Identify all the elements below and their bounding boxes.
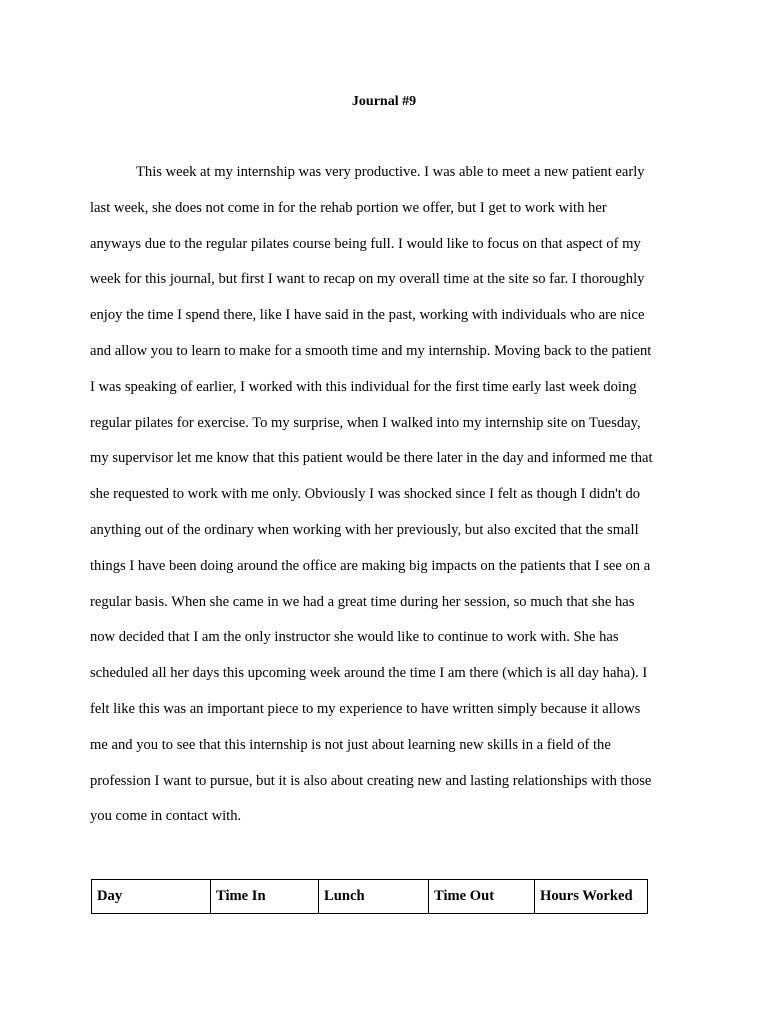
body-line: things I have been doing around the office are making big impacts on the patients that I see on a xyxy=(90,557,651,574)
page-title: Journal #9 xyxy=(351,94,417,109)
body-line: regular pilates for exercise. To my surprise, when I walked into my internship site on Tuesday, xyxy=(90,414,641,431)
body-line: profession I want to pursue, but it is also about creating new and lasting relationships with those xyxy=(90,772,652,789)
body-line: regular basis. When she came in we had a great time during her session, so much that she has xyxy=(90,593,635,610)
body-line: you come in contact with. xyxy=(90,808,242,825)
body-line: me and you to see that this internship is not just about learning new skills in a field of the xyxy=(90,736,611,753)
hours-table-header-row xyxy=(92,880,648,914)
body-line: now decided that I am the only instructor she would like to continue to work with. She has xyxy=(90,629,619,646)
header-hours-worked: Hours Worked xyxy=(535,880,648,914)
body-line: This week at my internship was very productive. I was able to meet a new patient early xyxy=(136,164,645,180)
header-time-out: Time Out xyxy=(429,880,535,914)
header-lunch: Lunch xyxy=(319,880,429,914)
body-line: week for this journal, but first I want to recap on my overall time at the site so far. I thoroughly xyxy=(90,271,645,288)
header-day: Day xyxy=(92,880,211,914)
header-time-in: Time In xyxy=(211,880,319,914)
body-line: anything out of the ordinary when working with her previously, but also excited that the small xyxy=(90,521,639,538)
body-line: I was speaking of earlier, I worked with this individual for the first time early last week doing xyxy=(90,378,637,395)
body-line: enjoy the time I spend there, like I have said in the past, working with individuals who are nice xyxy=(90,307,645,324)
body-line: felt like this was an important piece to my experience to have written simply because it allows xyxy=(90,700,641,717)
hours-table xyxy=(91,879,648,914)
body-line: anyways due to the regular pilates course being full. I would like to focus on that aspect of my xyxy=(90,235,641,252)
journal-body xyxy=(90,155,680,835)
body-line: and allow you to learn to make for a smooth time and my internship. Moving back to the patient xyxy=(90,342,652,359)
body-line: she requested to work with me only. Obviously I was shocked since I felt as though I didn't do xyxy=(90,486,641,503)
body-line: my supervisor let me know that this patient would be there later in the day and informed me that xyxy=(90,450,653,467)
body-line: last week, she does not come in for the rehab portion we offer, but I get to work with her xyxy=(90,199,607,216)
body-line: scheduled all her days this upcoming week around the time I am there (which is all day haha). I xyxy=(90,665,648,682)
